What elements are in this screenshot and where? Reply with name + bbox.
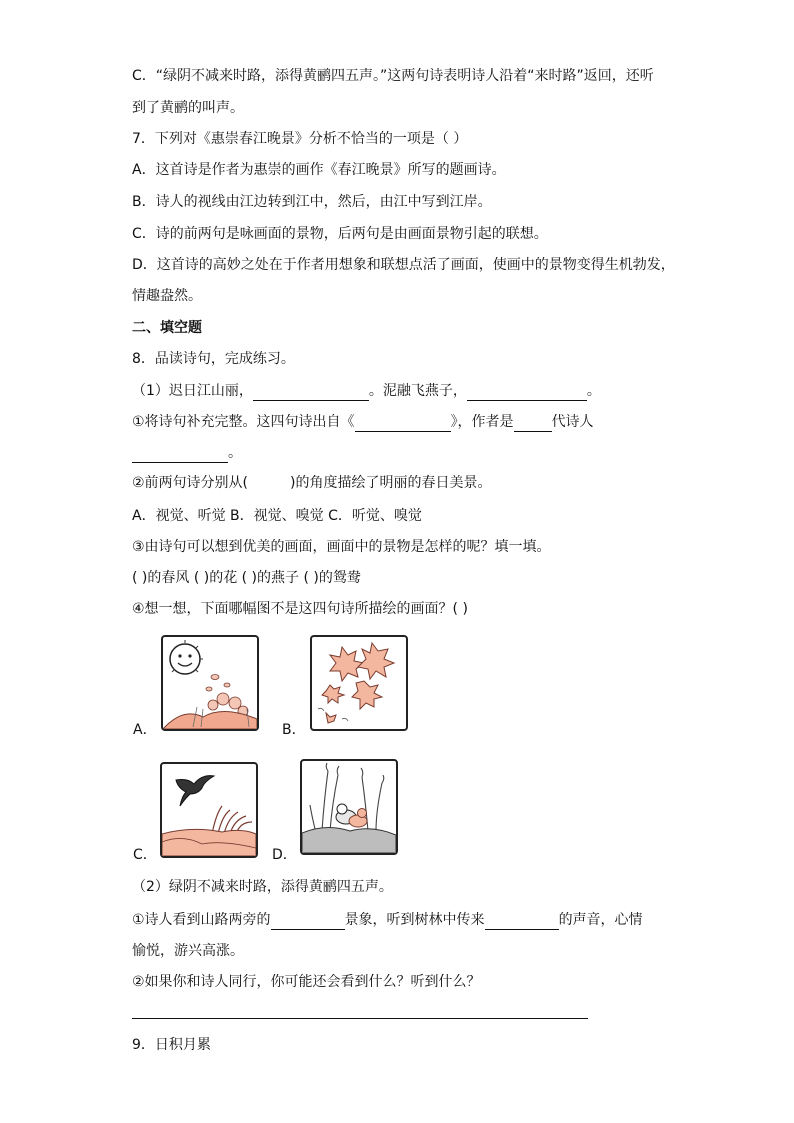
picture-b-falling-leaves[interactable] xyxy=(310,635,408,731)
answer-blank[interactable] xyxy=(355,416,451,432)
q8-part2-sub2: ②如果你和诗人同行，你可能还会看到什么？听到什么？ xyxy=(132,974,481,990)
t1-text-2: 景象，听到树林中传来 xyxy=(344,912,485,928)
q7-option-c[interactable]: C．诗的前两句是咏画面的景物，后两句是由画面景物引起的联想。 xyxy=(132,226,548,242)
sub2-text-2: )的角度描绘了明丽的春日美景。 xyxy=(290,475,492,491)
q8-sub4: ④想一想，下面哪幅图不是这四句诗所描绘的画面？( ) xyxy=(132,601,468,617)
answer-blank[interactable] xyxy=(253,385,369,401)
answer-line[interactable] xyxy=(132,1018,588,1019)
answer-blank[interactable] xyxy=(467,385,587,401)
q7-option-b[interactable]: B．诗人的视线由江边转到江中，然后，由江中写到江岸。 xyxy=(132,194,492,210)
answer-blank[interactable] xyxy=(514,416,552,432)
q8-stem: 8．品读诗句，完成练习。 xyxy=(132,351,295,367)
q8-sub2-options[interactable]: A．视觉、听觉 B．视觉、嗅觉 C．听觉、嗅觉 xyxy=(132,508,422,524)
maple-leaves-icon xyxy=(312,637,406,729)
label-b: B． xyxy=(282,722,306,738)
q7-option-a[interactable]: A．这首诗是作者为惠崇的画作《春江晚景》所写的题画诗。 xyxy=(132,162,506,178)
sun-flowers-icon xyxy=(163,637,257,729)
q8-sub1 xyxy=(132,412,594,432)
mandarin-duck-icon xyxy=(302,761,396,853)
q8-sub1-cont xyxy=(132,443,242,463)
section-title: 二、填空题 xyxy=(132,320,202,336)
sub1-text-1: ①将诗句补充完整。这四句诗出自《 xyxy=(132,414,355,430)
q8-part2-sub1 xyxy=(132,910,643,930)
swallow-icon xyxy=(162,764,256,856)
sub1-text-2: 》，作者是 xyxy=(450,414,514,430)
answer-blank[interactable] xyxy=(132,447,228,463)
poem-text-3: 。 xyxy=(586,383,601,399)
q8-part2-poem: （2）绿阴不减来时路，添得黄鹂四五声。 xyxy=(132,879,393,895)
picture-d-mandarin-ducks[interactable] xyxy=(300,759,398,855)
q7-stem: 7．下列对《惠崇春江晚景》分析不恰当的一项是（ ） xyxy=(132,131,468,147)
q9-stem: 9．日积月累 xyxy=(132,1037,211,1053)
sub1-text-3: 代诗人 xyxy=(551,414,594,430)
q8-sub2 xyxy=(132,473,491,493)
label-d: D． xyxy=(272,847,297,863)
q8-part1-poem xyxy=(132,381,601,401)
q8-sub3: ③由诗句可以想到优美的画面，画面中的景物是怎样的呢？填一填。 xyxy=(132,539,551,555)
t1-text-1: ①诗人看到山路两旁的 xyxy=(132,912,271,928)
q8-part2-sub1-cont: 愉悦，游兴高涨。 xyxy=(132,943,244,959)
q7-option-d-line2: 情趣盎然。 xyxy=(132,288,202,304)
q8-sub3-fill[interactable]: ( )的春风 ( )的花 ( )的燕子 ( )的鸳鸯 xyxy=(132,570,361,586)
label-a: A． xyxy=(133,722,157,738)
label-c: C． xyxy=(133,847,157,863)
option-c-line2: 到了黄鹂的叫声。 xyxy=(132,100,244,116)
sub1-end: 。 xyxy=(228,445,242,461)
answer-blank[interactable] xyxy=(485,914,559,930)
picture-a-sun-flowers[interactable] xyxy=(161,635,259,731)
picture-c-swallow[interactable] xyxy=(160,762,258,858)
answer-blank[interactable] xyxy=(271,914,345,930)
poem-text-1: （1）迟日江山丽， xyxy=(132,383,253,399)
poem-text-2: 。泥融飞燕子， xyxy=(368,383,467,399)
t1-text-3: 的声音，心情 xyxy=(558,912,643,928)
q7-option-d-line1[interactable]: D．这首诗的高妙之处在于作者用想象和联想点活了画面，使画中的景物变得生机勃发， xyxy=(132,257,675,273)
sub2-text-1: ②前两句诗分别从( xyxy=(132,475,249,491)
option-c-line1: C．“绿阴不减来时路，添得黄鹂四五声。”这两句诗表明诗人沿着“来时路”返回，还听 xyxy=(132,68,654,84)
